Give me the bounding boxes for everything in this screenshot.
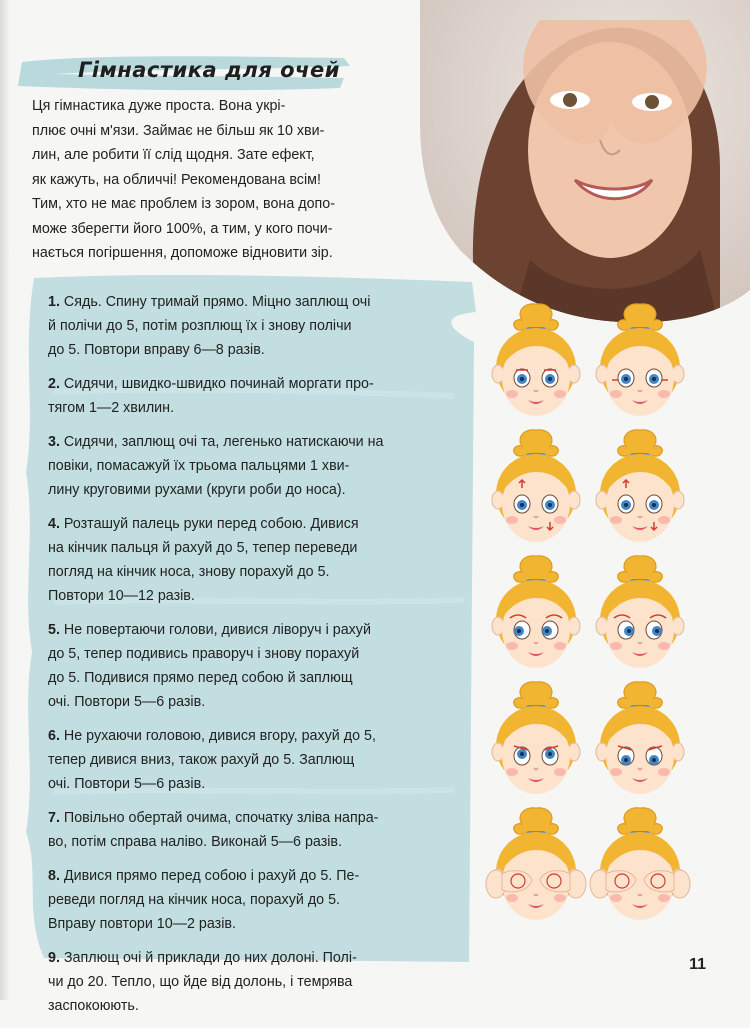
intro-line: плює очні м'язи. Займає не більш як 10 хви-: [32, 122, 325, 139]
intro-line: лин, але робити її слід щодня. Зате ефект,: [32, 147, 315, 163]
step-line: очі. Повтори 5—6 разів.: [48, 694, 206, 710]
step-text: Сидячи, швидко-швидко починай моргати про-: [63, 376, 374, 392]
step-number: 9.: [48, 950, 60, 966]
book-spine-shadow: [0, 0, 10, 1000]
intro-line: Ця гімнастика дуже проста. Вона укрі-: [32, 98, 286, 114]
step-line: заспокоюють.: [48, 998, 139, 1014]
step-line: реведи погляд на кінчик носа, порахуй до 5.: [48, 892, 341, 908]
step-number: 5.: [48, 622, 60, 638]
step-line: [48, 290, 438, 314]
step-line: тягом 1—2 хвилин.: [48, 400, 175, 416]
step-line: на кінчик пальця й рахуй до 5, тепер переведи: [48, 540, 358, 556]
step-number: 4.: [48, 516, 60, 532]
step-line: лину круговими рухами (круги роби до носа).: [48, 482, 346, 498]
step-number: 2.: [48, 376, 60, 392]
intro-line: як кажуть, на обличчі! Рекомендована всім!: [32, 171, 321, 188]
step-line: до 5. Подивися прямо перед собою й заплющ: [48, 670, 353, 686]
exercise-list: [48, 290, 438, 1028]
step-number: 7.: [48, 810, 60, 826]
step-line: чи до 20. Тепло, що йде від долонь, і темрява: [48, 974, 353, 990]
step-line: [48, 618, 438, 642]
step-line: повіки, помасажуй їх трьома пальцями 1 хви-: [48, 458, 350, 474]
step-text: Повільно обертай очима, спочатку зліва напра-: [63, 810, 379, 826]
cartoon-girl-face-icon: [488, 426, 584, 550]
step-line: Вправу повтори 10—2 разів.: [48, 916, 236, 932]
step-number: 1.: [48, 294, 60, 310]
step-line: [48, 946, 438, 970]
cartoon-girl-face-icon: [488, 678, 584, 802]
step-line: очі. Повтори 5—6 разів.: [48, 776, 206, 792]
step-text: Розташуй палець руки перед собою. Дивися: [63, 516, 359, 532]
intro-line: Тим, хто не має проблем із зором, вона допо-: [32, 196, 335, 212]
step-line: [48, 512, 438, 536]
step-text: Дивися прямо перед собою і рахуй до 5. Пе-: [63, 868, 360, 884]
cartoon-girl-face-icon: [592, 552, 688, 676]
page-title: Гімнастика для очей: [78, 58, 340, 82]
step-line: [48, 724, 438, 748]
step-line: [48, 372, 438, 396]
intro-paragraph: [32, 94, 384, 266]
cartoon-girl-face-icon: [592, 804, 688, 928]
step-line: до 5. Повтори вправу 6—8 разів.: [48, 342, 265, 358]
exercise-step: [48, 430, 438, 502]
step-text: Не рухаючи головою, дивися вгору, рахуй до 5,: [63, 728, 376, 744]
step-line: погляд на кінчик носа, знову порахуй до 5.: [48, 564, 330, 580]
step-line: тепер дивися вниз, також рахуй до 5. Заплющ: [48, 752, 355, 768]
step-line: Повтори 10—12 разів.: [48, 588, 195, 604]
step-number: 3.: [48, 434, 60, 450]
exercise-illustrations: [488, 300, 688, 960]
step-text: Не повертаючи голови, дивися ліворуч і рахуй: [63, 622, 371, 638]
intro-line: нається погіршення, допоможе відновити зір.: [32, 245, 333, 261]
exercise-step: [48, 372, 438, 420]
cartoon-girl-face-icon: [592, 678, 688, 802]
step-number: 6.: [48, 728, 60, 744]
exercise-step: [48, 724, 438, 796]
exercise-step: [48, 290, 438, 362]
step-line: [48, 430, 438, 454]
exercise-step: [48, 512, 438, 608]
step-line: во, потім справа наліво. Виконай 5—6 разів.: [48, 834, 342, 850]
step-text: Заплющ очі й приклади до них долоні. Полі-: [63, 950, 357, 966]
step-line: [48, 806, 438, 830]
step-text: Сядь. Спину тримай прямо. Міцно заплющ очі: [63, 294, 371, 310]
exercise-step: [48, 864, 438, 936]
cartoon-girl-face-icon: [592, 300, 688, 424]
cartoon-girl-face-icon: [488, 300, 584, 424]
cartoon-girl-face-icon: [488, 552, 584, 676]
step-number: 8.: [48, 868, 60, 884]
step-line: до 5, тепер подивись праворуч і знову порахуй: [48, 646, 360, 662]
exercise-step: [48, 618, 438, 714]
exercise-step: [48, 806, 438, 854]
cartoon-girl-face-icon: [592, 426, 688, 550]
step-line: й полічи до 5, потім розплющ їх і знову полічи: [48, 318, 352, 334]
exercise-step: [48, 946, 438, 1018]
intro-line: може зберегти його 100%, а тим, у кого почи-: [32, 220, 333, 237]
step-line: [48, 864, 438, 888]
cartoon-girl-face-icon: [488, 804, 584, 928]
step-text: Сидячи, заплющ очі та, легенько натискаючи на: [63, 434, 384, 450]
page-number: 11: [689, 956, 706, 973]
